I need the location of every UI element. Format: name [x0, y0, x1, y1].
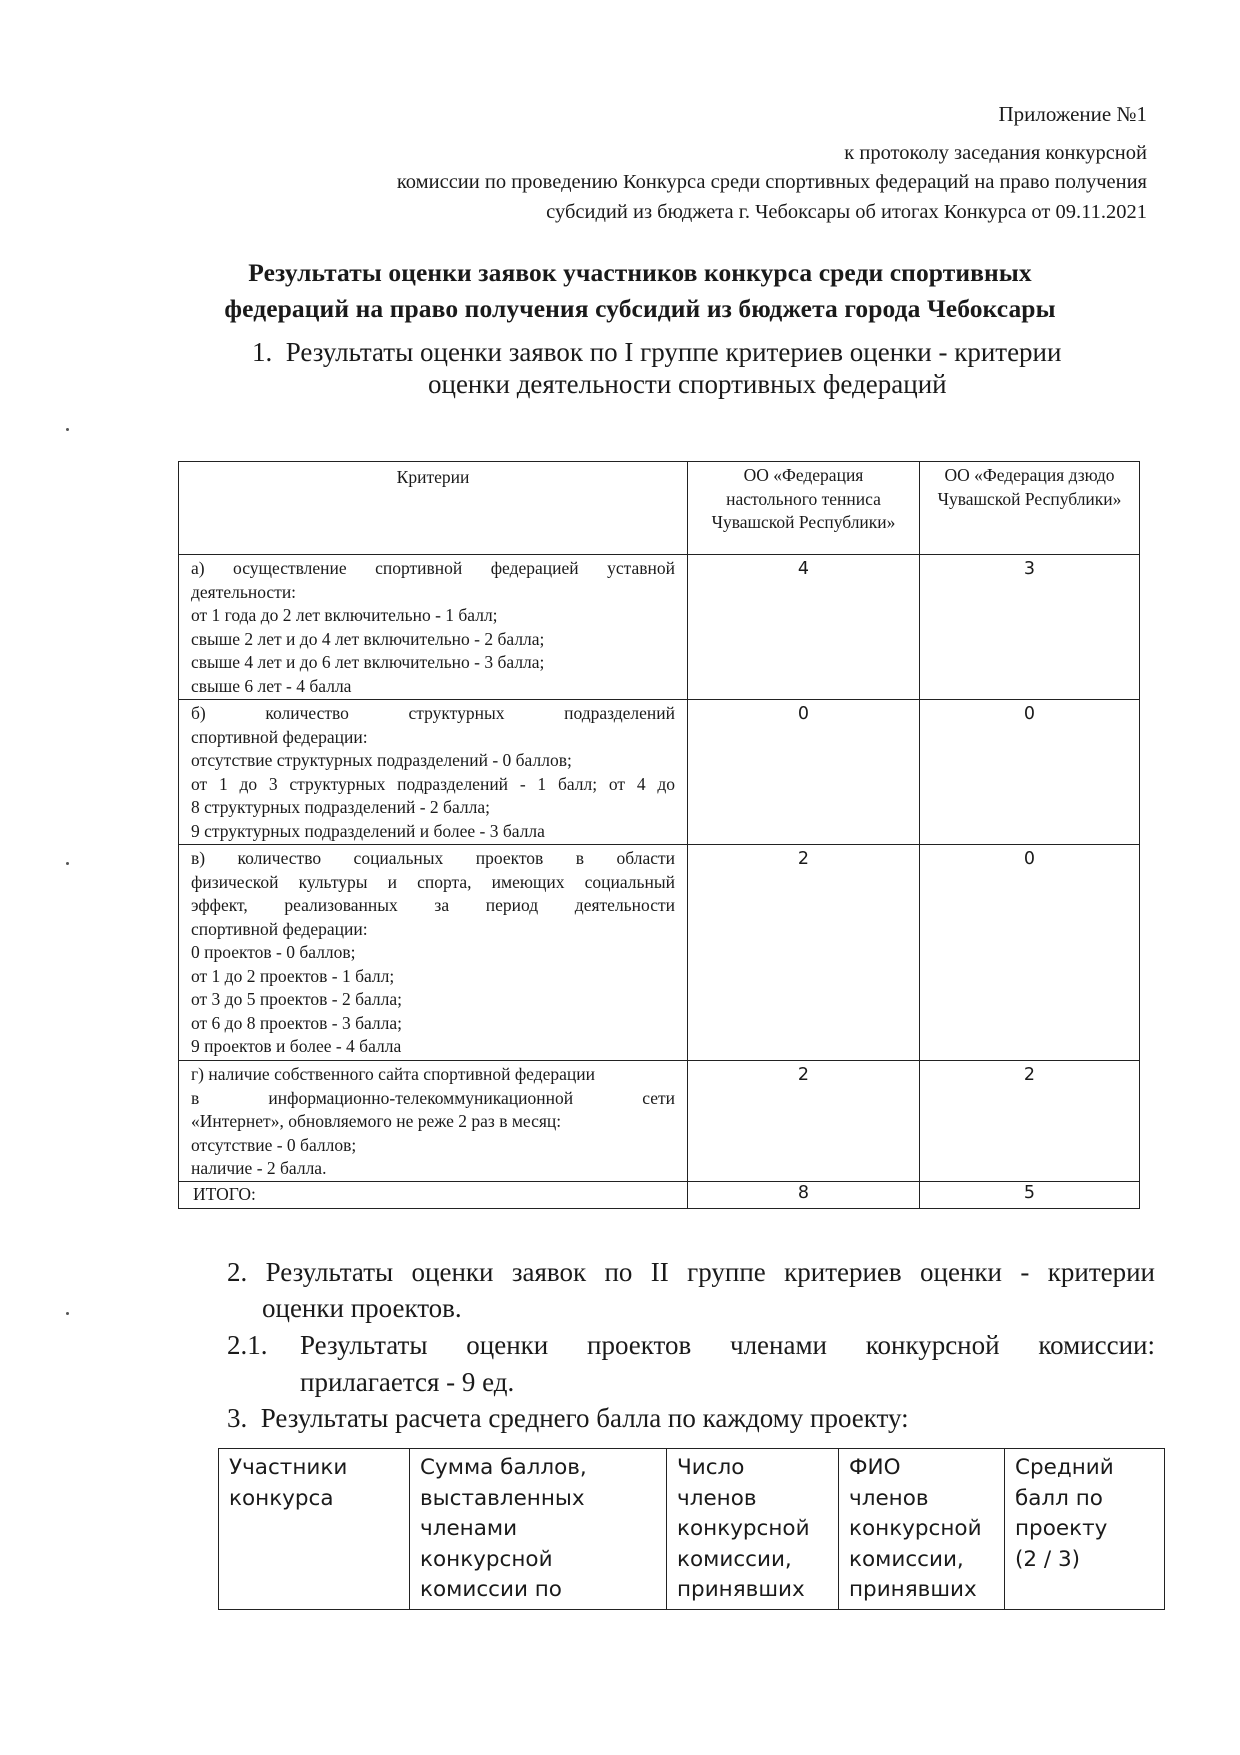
title-line-2: федераций на право получения субсидий из бюджета города Чебоксары	[224, 294, 1056, 323]
average-score-table	[218, 1448, 1165, 1610]
section-3-line-1: 3. Результаты расчета среднего балла по каждому проекту:	[227, 1403, 909, 1433]
header-judo-federation: ОО «Федерация дзюдо Чувашской Республики»	[920, 462, 1140, 555]
score-judo: 2	[920, 1061, 1140, 1182]
header-line-2: комиссии по проведению Конкурса среди спортивных федераций на право получения	[396, 171, 1147, 193]
margin-mark	[66, 862, 69, 865]
criterion-c: в) количество социальных проектов в области физической культуры и спорта, имеющих социальный эффект, реализованных за период деятельности спортивной федерации: 0 проектов - 0 баллов; от 1 до 2 проектов - 1 балл; от 3 до 5 проектов - 2 балла; от 6 до 8 проектов - 3 балла; 9 проектов и более - 4 балла	[179, 845, 688, 1061]
header-tennis-federation: ОО «Федерация настольного тенниса Чувашской Республики»	[688, 462, 920, 555]
table-header-row	[219, 1449, 1165, 1610]
table-row	[179, 1061, 1140, 1182]
total-judo: 5	[920, 1182, 1140, 1209]
header-member-count: Число членов конкурсной комиссии, принявших	[667, 1449, 839, 1610]
table-row	[179, 700, 1140, 845]
header-criteria: Критерии	[179, 462, 688, 555]
margin-mark	[66, 428, 69, 431]
score-tennis: 0	[688, 700, 920, 845]
section-2-line-2: оценки проектов.	[262, 1293, 462, 1323]
table-header-row	[179, 462, 1140, 555]
appendix-label: Приложение №1	[998, 102, 1147, 126]
score-judo: 0	[920, 700, 1140, 845]
section-2-1-line-2: прилагается - 9 ед.	[300, 1367, 515, 1397]
criterion-a: а) осуществление спортивной федерацией уставной деятельности: от 1 года до 2 лет включительно - 1 балл; свыше 2 лет и до 4 лет включительно - 2 балла; свыше 4 лет и до 6 лет включительно - 3 балла; свыше 6 лет - 4 балла	[179, 555, 688, 700]
section-2-line-1: 2. Результаты оценки заявок по II группе критериев оценки - критерии	[227, 1257, 1155, 1287]
header-line-1: к протоколу заседания конкурсной	[844, 142, 1147, 164]
criterion-d: г) наличие собственного сайта спортивной федерации в информационно-телекоммуникационной сети «Интернет», обновляемого не реже 2 раз в месяц: отсутствие - 0 баллов; наличие - 2 балла.	[179, 1061, 688, 1182]
score-tennis: 4	[688, 555, 920, 700]
table-row	[179, 555, 1140, 700]
section-2-1-number: 2.1.	[227, 1330, 268, 1360]
section-1-line-1: 1. Результаты оценки заявок по I группе критериев оценки - критерии	[252, 337, 1062, 367]
total-row	[179, 1182, 1140, 1209]
total-label: ИТОГО:	[179, 1182, 688, 1209]
header-score-sum: Сумма баллов, выставленных членами конкурсной комиссии по	[410, 1449, 667, 1610]
header-line-3: субсидий из бюджета г. Чебоксары об итогах Конкурса от 09.11.2021	[546, 201, 1147, 223]
title-line-1: Результаты оценки заявок участников конкурса среди спортивных	[248, 258, 1032, 287]
header-participants: Участники конкурса	[219, 1449, 410, 1610]
total-tennis: 8	[688, 1182, 920, 1209]
criteria-table	[178, 461, 1140, 1209]
header-member-names: ФИО членов конкурсной комиссии, принявших	[839, 1449, 1005, 1610]
score-tennis: 2	[688, 845, 920, 1061]
table-row	[179, 845, 1140, 1061]
section-2-1-line-1: Результаты оценки проектов членами конкурсной комиссии:	[300, 1330, 1155, 1360]
criterion-b: б) количество структурных подразделений спортивной федерации: отсутствие структурных подразделений - 0 баллов; от 1 до 3 структурных подразделений - 1 балл; от 4 до 8 структурных подразделений - 2 балла; 9 структурных подразделений и более - 3 балла	[179, 700, 688, 845]
header-average-score: Средний балл по проекту (2 / 3)	[1005, 1449, 1165, 1610]
document-title	[150, 255, 1130, 327]
score-judo: 0	[920, 845, 1140, 1061]
score-tennis: 2	[688, 1061, 920, 1182]
section-1-line-2: оценки деятельности спортивных федераций	[428, 369, 947, 399]
margin-mark	[66, 1312, 69, 1315]
score-judo: 3	[920, 555, 1140, 700]
